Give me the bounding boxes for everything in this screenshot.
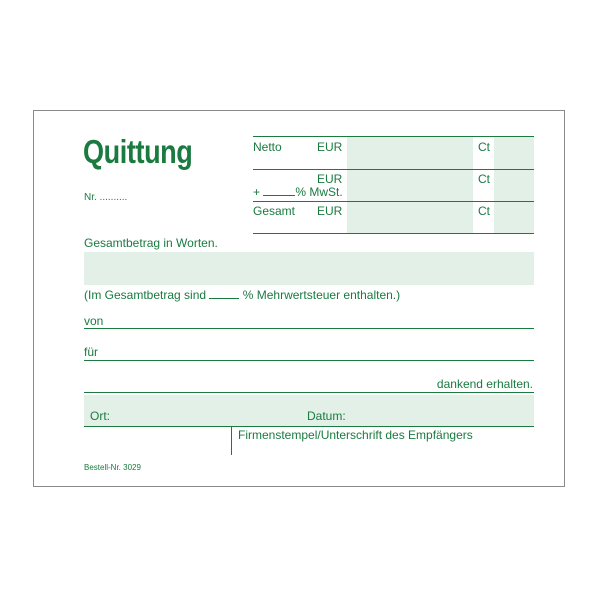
place-label: Ort:: [90, 409, 110, 423]
date-label: Datum:: [307, 409, 346, 423]
receipt-form: [33, 110, 565, 487]
tax-rate-field[interactable]: [263, 195, 295, 196]
for-label: für: [84, 345, 99, 359]
receipt-title: Quittung: [83, 133, 193, 170]
gesamt-ct-label: Ct: [478, 204, 490, 218]
receipt-number-label: Nr. ..........: [84, 192, 128, 203]
tax-ct-label: Ct: [478, 172, 490, 186]
table-bottom-rule: [253, 233, 534, 234]
vat-rate-field[interactable]: [209, 298, 239, 299]
from-line[interactable]: [84, 328, 534, 329]
vat-note: [84, 288, 400, 302]
netto-label: Netto: [253, 140, 282, 154]
gesamt-label: Gesamt: [253, 204, 296, 218]
tax-ct-field[interactable]: [494, 170, 534, 201]
order-number: Bestell-Nr. 3029: [84, 463, 141, 472]
gesamt-eur-field[interactable]: [347, 202, 473, 233]
signature-divider: [231, 426, 232, 455]
received-label: dankend erhalten.: [436, 377, 533, 391]
vat-note-end: % Mehrwertsteuer enthalten.): [242, 288, 401, 302]
extra-line[interactable]: [84, 392, 534, 393]
signature-label: Firmenstempel/Unterschrift des Empfängers: [238, 428, 473, 442]
tax-eur-field[interactable]: [347, 170, 473, 201]
from-label: von: [84, 314, 104, 328]
amount-in-words-field[interactable]: [84, 252, 534, 285]
place-date-rule: [84, 426, 534, 427]
tax-eur-label: EUR: [317, 172, 343, 186]
vat-note-start: (Im Gesamtbetrag sind: [84, 288, 207, 302]
tax-plus-sign: +: [253, 185, 261, 199]
tax-rate-row: [253, 185, 343, 199]
words-label: Gesamtbetrag in Worten.: [84, 236, 218, 250]
netto-eur-label: EUR: [317, 140, 343, 154]
tax-rate-suffix: % MwSt.: [295, 185, 343, 199]
gesamt-eur-label: EUR: [317, 204, 343, 218]
netto-ct-field[interactable]: [494, 137, 534, 169]
netto-ct-label: Ct: [478, 140, 490, 154]
for-line[interactable]: [84, 360, 534, 361]
netto-eur-field[interactable]: [347, 137, 473, 169]
gesamt-ct-field[interactable]: [494, 202, 534, 233]
